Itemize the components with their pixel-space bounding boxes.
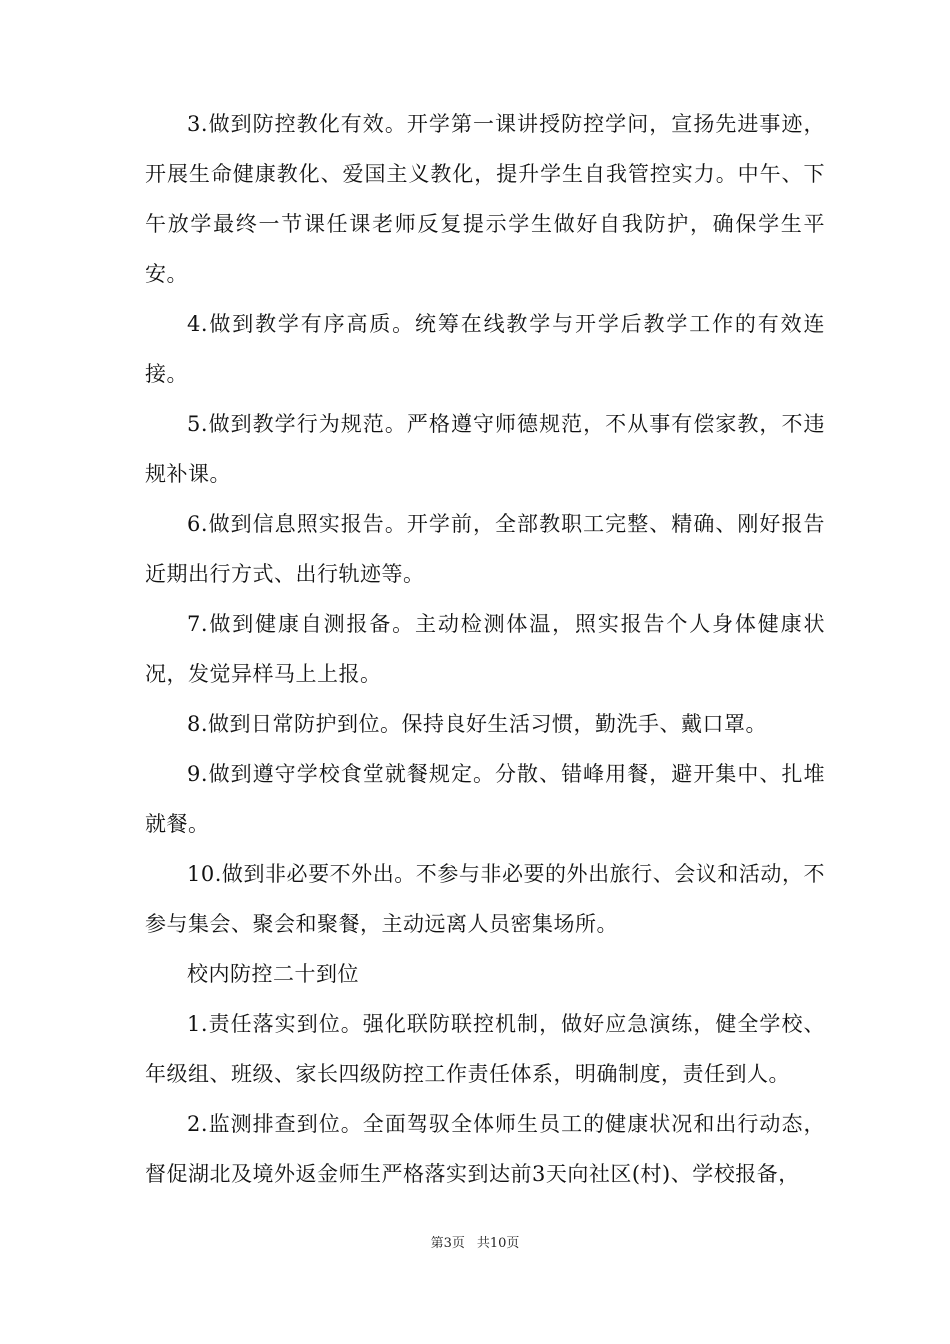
paragraph-item-4: 4.做到教学有序高质。统筹在线教学与开学后教学工作的有效连接。: [145, 312, 825, 386]
section-heading: 校内防控二十到位: [187, 962, 359, 986]
paragraph-item-1: 1.责任落实到位。强化联防联控机制，做好应急演练，健全学校、年级组、班级、家长四级防控工作责任体系，明确制度，责任到人。: [145, 1012, 825, 1086]
paragraph-item-5: 5.做到教学行为规范。严格遵守师德规范，不从事有偿家教，不违规补课。: [145, 412, 825, 486]
paragraph-item-6: 6.做到信息照实报告。开学前，全部教职工完整、精确、刚好报告近期出行方式、出行轨迹等。: [145, 512, 825, 586]
paragraph-item-2: 2.监测排查到位。全面驾驭全体师生员工的健康状况和出行动态，督促湖北及境外返金师生严格落实到达前3天向社区(村)、学校报备，: [145, 1112, 825, 1186]
paragraph-item-3: 3.做到防控教化有效。开学第一课讲授防控学问，宣扬先进事迹，开展生命健康教化、爱国主义教化，提升学生自我管控实力。中午、下午放学最终一节课任课老师反复提示学生做好自我防护，确保学生平安。: [145, 112, 825, 286]
page-footer: [0, 1232, 950, 1251]
paragraph-item-9: 9.做到遵守学校食堂就餐规定。分散、错峰用餐，避开集中、扎堆就餐。: [145, 762, 825, 836]
page-total: 共10页: [476, 1236, 520, 1251]
paragraph-item-8: 8.做到日常防护到位。保持良好生活习惯，勤洗手、戴口罩。: [187, 712, 768, 736]
paragraph-item-10: 10.做到非必要不外出。不参与非必要的外出旅行、会议和活动，不参与集会、聚会和聚餐，主动远离人员密集场所。: [145, 862, 825, 936]
page-number: 第3页: [430, 1236, 465, 1251]
paragraph-item-7: 7.做到健康自测报备。主动检测体温，照实报告个人身体健康状况，发觉异样马上上报。: [145, 612, 825, 686]
body-text: [145, 99, 825, 1199]
